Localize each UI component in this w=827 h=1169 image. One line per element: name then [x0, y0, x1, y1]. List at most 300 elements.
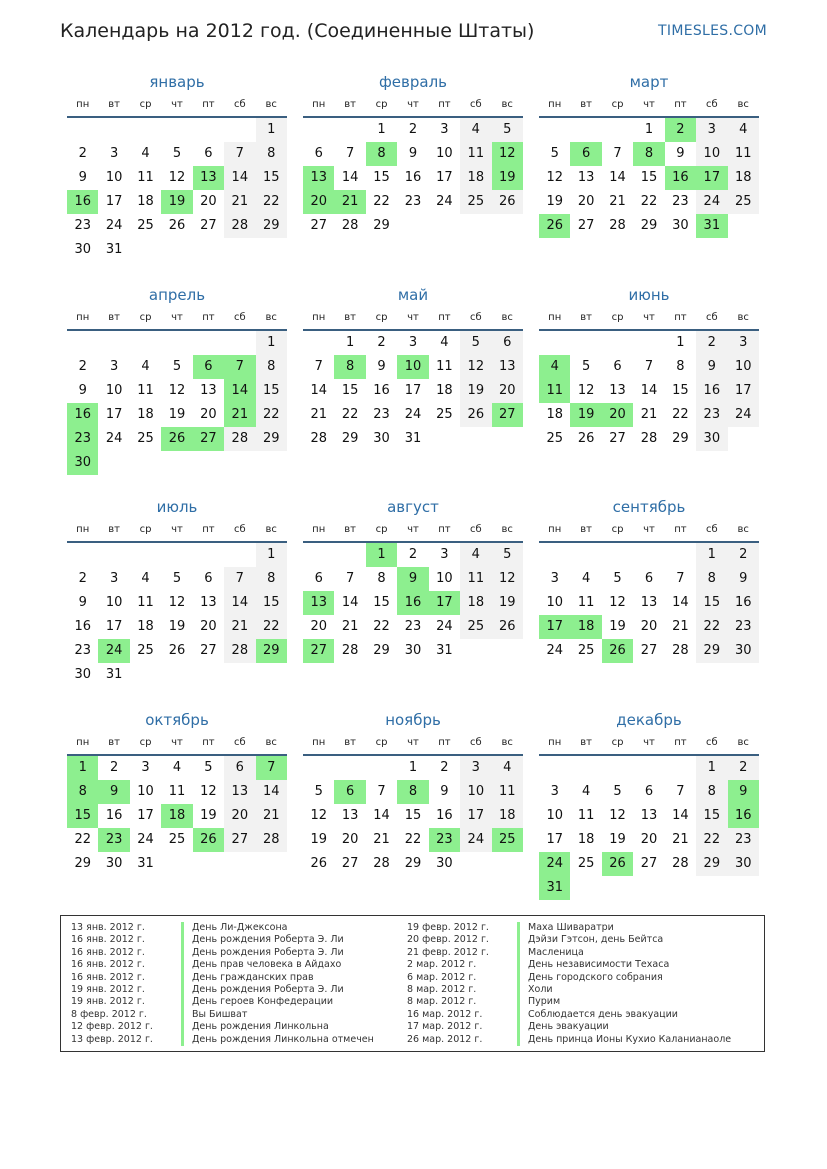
weekday-label: сб	[469, 524, 482, 535]
day-cell: 9	[78, 170, 87, 185]
site-link[interactable]: TIMESLES.COM	[658, 23, 767, 39]
legend-date: 21 февр. 2012 г.	[407, 946, 489, 958]
day-cell: 24	[137, 832, 154, 847]
day-cell: 5	[204, 760, 213, 775]
day-cell: 14	[609, 170, 626, 185]
legend-holiday-name: Вы Бишват	[181, 1009, 247, 1021]
day-cell: 21	[672, 832, 689, 847]
day-cell: 17	[460, 804, 491, 828]
day-cell: 3	[550, 571, 559, 586]
day-cell: 27	[640, 856, 658, 871]
empty-cell	[539, 331, 570, 355]
day-cell: 26	[168, 218, 186, 233]
legend-date: 13 февр. 2012 г.	[71, 1033, 153, 1045]
day-cell: 18	[137, 407, 154, 422]
legend-row	[407, 947, 731, 959]
day-cell: 28	[640, 431, 658, 446]
weekday-label: пн	[312, 737, 326, 748]
day-cell: 20	[200, 194, 217, 209]
day-cell: 17	[105, 194, 123, 209]
day-cell: 12	[460, 355, 491, 379]
day-cell: 25	[137, 431, 154, 446]
day-cell: 23	[74, 218, 91, 233]
holiday-day-cell: 12	[492, 142, 523, 166]
day-cell: 10	[728, 355, 759, 379]
day-cell: 9	[377, 359, 386, 374]
legend-holiday-name: День рождения Роберта Э. Ли	[181, 934, 344, 946]
day-cell: 31	[436, 643, 453, 658]
day-cell: 25	[546, 431, 563, 446]
day-cell: 1	[696, 756, 727, 780]
day-cell: 18	[137, 619, 154, 634]
day-cell: 14	[341, 595, 359, 610]
day-cell: 11	[460, 142, 491, 166]
day-cell: 5	[492, 543, 523, 567]
day-cell: 2	[440, 760, 449, 775]
holiday-day-cell: 16	[665, 166, 696, 190]
day-cell: 4	[141, 146, 150, 161]
weekday-label: чт	[643, 99, 655, 110]
day-cell: 4	[492, 756, 523, 780]
holiday-day-cell: 16	[728, 804, 759, 828]
weekday-label: вс	[265, 312, 277, 323]
weekday-label: пт	[674, 312, 687, 323]
day-cell: 4	[172, 760, 182, 775]
day-cell: 18	[492, 804, 523, 828]
day-cell: 15	[256, 591, 287, 615]
day-cell: 1	[644, 122, 654, 137]
day-cell: 10	[436, 146, 453, 161]
day-cell: 21	[341, 619, 359, 634]
day-cell: 20	[577, 194, 595, 209]
holiday-day-cell: 27	[492, 403, 523, 427]
holiday-day-cell: 25	[492, 828, 523, 852]
weekday-label: пн	[548, 737, 562, 748]
month-block	[303, 497, 523, 663]
empty-cell	[570, 118, 601, 142]
day-cell: 2	[696, 331, 727, 355]
day-cell: 4	[440, 335, 449, 350]
day-cell: 29	[74, 856, 91, 871]
day-cell: 7	[314, 359, 323, 374]
weekday-label: ср	[375, 524, 388, 535]
empty-cell	[334, 543, 365, 567]
empty-cell	[665, 543, 696, 567]
day-cell: 2	[109, 760, 119, 775]
day-cell: 17	[105, 619, 123, 634]
empty-cell	[193, 543, 224, 567]
day-cell: 22	[640, 194, 658, 209]
legend-holiday-name: День эвакуации	[517, 1021, 609, 1033]
holiday-day-cell: 14	[224, 379, 255, 403]
weekday-label: пн	[76, 312, 90, 323]
legend-date: 6 мар. 2012 г.	[407, 971, 477, 983]
legend-holiday-name: Масленица	[517, 947, 584, 959]
holiday-legend	[60, 915, 765, 1052]
weekday-header	[303, 734, 523, 756]
legend-holiday-name: День прав человека в Айдахо	[181, 959, 341, 971]
day-cell: 30	[74, 242, 91, 257]
day-cell: 30	[373, 431, 390, 446]
day-cell: 8	[696, 780, 727, 804]
day-cell: 31	[404, 431, 422, 446]
weekday-label: пт	[202, 99, 215, 110]
day-cell: 12	[168, 383, 186, 398]
legend-holiday-name: День городского собрания	[517, 972, 663, 984]
day-cell: 28	[224, 427, 255, 451]
weekday-label: вт	[344, 524, 356, 535]
day-cell: 14	[224, 591, 255, 615]
weekday-label: вс	[501, 312, 513, 323]
legend-date: 8 мар. 2012 г.	[407, 996, 477, 1008]
weekday-label: вт	[580, 524, 592, 535]
month-block	[303, 72, 523, 238]
holiday-day-cell: 8	[633, 142, 664, 166]
weekday-label: сб	[233, 524, 246, 535]
empty-cell	[193, 118, 224, 142]
holiday-day-cell: 11	[539, 379, 570, 403]
day-cell: 3	[109, 359, 119, 374]
holiday-day-cell: 13	[303, 591, 334, 615]
holiday-day-cell: 31	[696, 214, 727, 238]
weekday-label: пт	[674, 524, 687, 535]
day-cell: 21	[224, 190, 255, 214]
day-cell: 20	[640, 619, 658, 634]
holiday-day-cell: 17	[696, 166, 727, 190]
holiday-day-cell: 17	[539, 615, 570, 639]
weekday-label: пн	[312, 312, 326, 323]
day-cell: 30	[105, 856, 123, 871]
day-cell: 28	[310, 431, 327, 446]
day-cell: 24	[728, 403, 759, 427]
day-cell: 5	[460, 331, 491, 355]
day-cell: 20	[492, 379, 523, 403]
day-cell: 12	[310, 808, 327, 823]
day-cell: 10	[436, 571, 453, 586]
page-title: Календарь на 2012 год. (Соединенные Штаты)	[60, 20, 535, 42]
weekday-label: пт	[202, 524, 215, 535]
empty-cell	[130, 118, 161, 142]
day-cell: 23	[373, 407, 390, 422]
month-block	[303, 285, 523, 451]
day-cell: 10	[105, 170, 123, 185]
weekday-label: вт	[344, 737, 356, 748]
holiday-day-cell: 18	[161, 804, 192, 828]
day-cell: 15	[373, 170, 390, 185]
weekday-label: вт	[108, 312, 120, 323]
day-cell: 10	[105, 383, 123, 398]
day-cell: 25	[460, 190, 491, 214]
month-name: ноябрь	[385, 711, 441, 729]
days-grid	[303, 331, 523, 451]
day-cell: 14	[256, 780, 287, 804]
legend-holiday-name: День гражданских прав	[181, 972, 314, 984]
empty-cell	[130, 543, 161, 567]
day-cell: 5	[172, 146, 182, 161]
day-cell: 5	[550, 146, 559, 161]
weekday-label: пт	[438, 99, 451, 110]
day-cell: 22	[404, 832, 422, 847]
weekday-label: ср	[139, 524, 152, 535]
day-cell: 3	[109, 146, 119, 161]
legend-row	[71, 1009, 374, 1021]
legend-holiday-name: Соблюдается день эвакуации	[517, 1009, 678, 1021]
holiday-day-cell: 27	[193, 427, 224, 451]
day-cell: 17	[137, 808, 154, 823]
day-cell: 9	[676, 146, 685, 161]
legend-holiday-name: Холи	[517, 984, 553, 996]
holiday-day-cell: 6	[334, 780, 365, 804]
day-cell: 22	[74, 832, 91, 847]
empty-cell	[633, 543, 664, 567]
day-cell: 9	[440, 784, 449, 799]
holiday-day-cell: 23	[67, 427, 98, 451]
empty-cell	[602, 756, 633, 780]
day-cell: 13	[640, 808, 658, 823]
empty-cell	[539, 118, 570, 142]
day-cell: 3	[141, 760, 150, 775]
holiday-day-cell: 7	[256, 756, 287, 780]
legend-row	[407, 1009, 731, 1021]
weekday-label: вс	[265, 524, 277, 535]
day-cell: 9	[728, 567, 759, 591]
weekday-label: ср	[611, 312, 624, 323]
day-cell: 6	[644, 571, 654, 586]
weekday-label: вс	[265, 737, 277, 748]
day-cell: 30	[74, 667, 91, 682]
legend-holiday-name: День героев Конфедерации	[181, 996, 333, 1008]
day-cell: 15	[672, 383, 689, 398]
holiday-day-cell: 16	[397, 591, 428, 615]
day-cell: 16	[728, 591, 759, 615]
day-cell: 22	[341, 407, 359, 422]
weekday-label: вт	[580, 99, 592, 110]
weekday-header	[539, 521, 759, 543]
legend-date: 2 мар. 2012 г.	[407, 959, 477, 971]
day-cell: 26	[492, 615, 523, 639]
day-cell: 3	[408, 335, 418, 350]
day-cell: 4	[581, 784, 591, 799]
month-name: июль	[156, 498, 198, 516]
day-cell: 22	[256, 190, 287, 214]
day-cell: 23	[728, 615, 759, 639]
legend-row	[407, 959, 731, 971]
holiday-day-cell: 19	[161, 190, 192, 214]
day-cell: 5	[172, 359, 182, 374]
weekday-label: вт	[580, 737, 592, 748]
day-cell: 23	[728, 828, 759, 852]
day-cell: 13	[640, 595, 658, 610]
day-cell: 12	[609, 808, 626, 823]
day-cell: 2	[408, 547, 418, 562]
weekday-label: пн	[548, 99, 562, 110]
day-cell: 23	[696, 403, 727, 427]
day-cell: 8	[696, 567, 727, 591]
day-cell: 12	[168, 170, 186, 185]
holiday-day-cell: 13	[303, 166, 334, 190]
weekday-label: пт	[438, 312, 451, 323]
day-cell: 1	[345, 335, 355, 350]
day-cell: 5	[613, 571, 622, 586]
holiday-day-cell: 10	[397, 355, 428, 379]
day-cell: 2	[78, 146, 87, 161]
weekday-label: вс	[501, 737, 513, 748]
empty-cell	[334, 756, 365, 780]
day-cell: 13	[609, 383, 626, 398]
day-cell: 7	[644, 359, 654, 374]
empty-cell	[193, 331, 224, 355]
day-cell: 20	[341, 832, 359, 847]
day-cell: 28	[224, 214, 255, 238]
weekday-label: чт	[171, 524, 183, 535]
day-cell: 11	[436, 359, 453, 374]
day-cell: 21	[640, 407, 658, 422]
legend-column-right	[407, 922, 731, 1046]
day-cell: 17	[105, 407, 123, 422]
weekday-label: пт	[202, 737, 215, 748]
day-cell: 29	[696, 639, 727, 663]
day-cell: 21	[256, 804, 287, 828]
legend-holiday-name: День рождения Линкольна отмечен	[181, 1034, 374, 1046]
day-cell: 29	[696, 852, 727, 876]
empty-cell	[303, 756, 334, 780]
empty-cell	[602, 118, 633, 142]
legend-row	[71, 1034, 374, 1046]
holiday-day-cell: 15	[67, 804, 98, 828]
weekday-label: пн	[76, 737, 90, 748]
day-cell: 24	[404, 407, 422, 422]
legend-date: 19 янв. 2012 г.	[71, 983, 145, 995]
days-grid	[67, 543, 287, 687]
day-cell: 30	[728, 852, 759, 876]
day-cell: 14	[341, 170, 359, 185]
empty-cell	[633, 756, 664, 780]
legend-date: 16 янв. 2012 г.	[71, 959, 145, 971]
weekday-header	[539, 309, 759, 331]
day-cell: 28	[609, 218, 626, 233]
day-cell: 20	[200, 619, 217, 634]
day-cell: 31	[105, 242, 123, 257]
day-cell: 26	[492, 190, 523, 214]
weekday-label: сб	[469, 312, 482, 323]
month-name: октябрь	[145, 711, 209, 729]
weekday-label: чт	[171, 737, 183, 748]
weekday-label: чт	[407, 99, 419, 110]
weekday-label: ср	[375, 99, 388, 110]
day-cell: 12	[492, 567, 523, 591]
legend-holiday-name: Пурим	[517, 996, 560, 1008]
weekday-label: ср	[375, 312, 388, 323]
day-cell: 5	[613, 784, 622, 799]
day-cell: 28	[224, 639, 255, 663]
day-cell: 7	[676, 571, 685, 586]
day-cell: 26	[310, 856, 327, 871]
day-cell: 15	[696, 804, 727, 828]
day-cell: 30	[404, 643, 422, 658]
holiday-day-cell: 2	[665, 118, 696, 142]
month-name: сентябрь	[612, 498, 686, 516]
day-cell: 6	[204, 571, 213, 586]
day-cell: 17	[546, 832, 563, 847]
holiday-day-cell: 8	[366, 142, 397, 166]
day-cell: 14	[672, 595, 689, 610]
holiday-day-cell: 26	[539, 214, 570, 238]
day-cell: 11	[168, 784, 186, 799]
holiday-day-cell: 8	[67, 780, 98, 804]
empty-cell	[161, 543, 192, 567]
day-cell: 11	[137, 383, 154, 398]
day-cell: 22	[373, 619, 390, 634]
holiday-day-cell: 16	[67, 403, 98, 427]
day-cell: 11	[137, 170, 154, 185]
day-cell: 22	[256, 403, 287, 427]
legend-row	[407, 922, 731, 934]
month-block	[67, 285, 287, 475]
day-cell: 9	[78, 383, 87, 398]
empty-cell	[224, 543, 255, 567]
day-cell: 16	[404, 170, 422, 185]
day-cell: 26	[168, 643, 186, 658]
day-cell: 24	[460, 828, 491, 852]
day-cell: 25	[168, 832, 186, 847]
empty-cell	[602, 331, 633, 355]
legend-row	[71, 972, 374, 984]
day-cell: 8	[256, 567, 287, 591]
day-cell: 21	[609, 194, 626, 209]
weekday-label: чт	[171, 99, 183, 110]
day-cell: 21	[310, 407, 327, 422]
month-block	[539, 72, 759, 238]
legend-row	[71, 984, 374, 996]
day-cell: 18	[436, 383, 453, 398]
empty-cell	[67, 118, 98, 142]
day-cell: 2	[728, 543, 759, 567]
day-cell: 27	[200, 218, 217, 233]
day-cell: 22	[696, 828, 727, 852]
empty-cell	[602, 543, 633, 567]
day-cell: 1	[256, 331, 287, 355]
legend-holiday-name: День рождения Роберта Э. Ли	[181, 984, 344, 996]
day-cell: 6	[314, 146, 323, 161]
day-cell: 30	[436, 856, 453, 871]
holiday-day-cell: 31	[539, 876, 570, 900]
day-cell: 20	[310, 619, 327, 634]
day-cell: 30	[696, 427, 727, 451]
day-cell: 25	[436, 407, 453, 422]
day-cell: 29	[256, 214, 287, 238]
holiday-day-cell: 23	[429, 828, 460, 852]
day-cell: 5	[172, 571, 182, 586]
day-cell: 30	[672, 218, 689, 233]
day-cell: 29	[373, 643, 390, 658]
month-block	[539, 285, 759, 451]
legend-date: 20 февр. 2012 г.	[407, 934, 489, 946]
day-cell: 3	[440, 547, 449, 562]
empty-cell	[130, 331, 161, 355]
day-cell: 7	[345, 571, 355, 586]
weekday-label: вс	[501, 99, 513, 110]
holiday-day-cell: 9	[98, 780, 129, 804]
weekday-label: чт	[407, 312, 419, 323]
month-block	[67, 72, 287, 262]
legend-holiday-name: День рождения Роберта Э. Ли	[181, 947, 344, 959]
day-cell: 6	[224, 756, 255, 780]
day-cell: 3	[728, 331, 759, 355]
day-cell: 27	[310, 218, 327, 233]
day-cell: 12	[200, 784, 217, 799]
day-cell: 15	[341, 383, 359, 398]
day-cell: 18	[137, 194, 154, 209]
